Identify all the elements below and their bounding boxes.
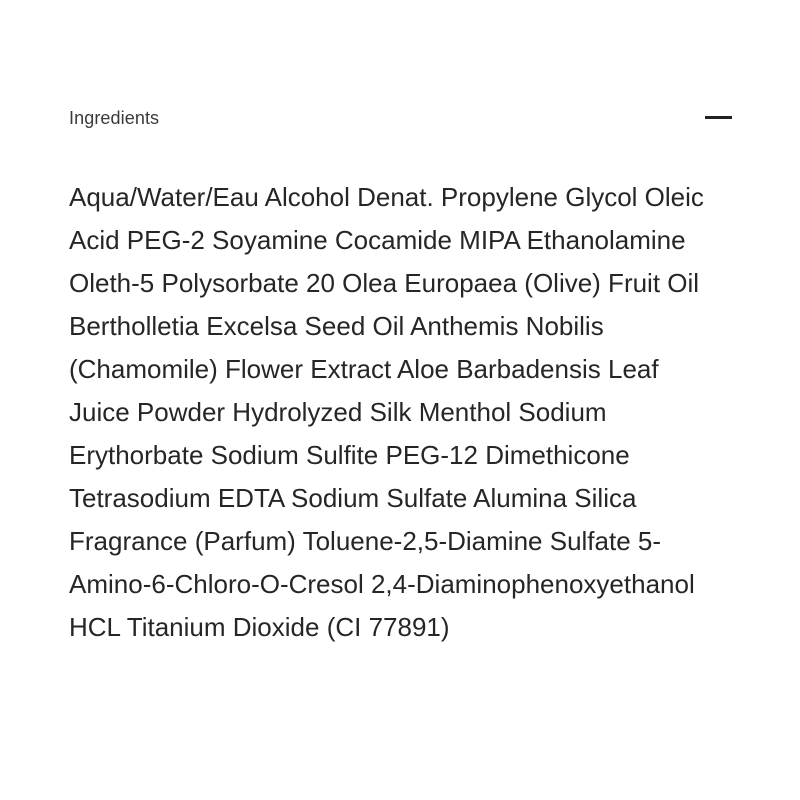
minus-icon[interactable] <box>705 108 732 128</box>
ingredients-list-text: Aqua/Water/Eau Alcohol Denat. Propylene Glycol Oleic Acid PEG-2 Soyamine Cocamide MIPA Ethanolamine Oleth-5 Polysorbate 20 Olea Europaea (Olive) Fruit Oil Bertholletia Excelsa Seed Oil Anthemis Nobilis (Chamomile) Flower Extract Aloe Barbadensis Leaf Juice Powder Hydrolyzed Silk Menthol Sodium Erythorbate Sodium Sulfite PEG-12 Dimethicone Tetrasodium EDTA Sodium Sulfate Alumina Silica Fragrance (Parfum) Toluene-2,5-Diamine Sulfate 5-Amino-6-Chloro-O-Cresol 2,4-Diaminophenoxyethanol HCL Titanium Dioxide (CI 77891) <box>69 182 704 642</box>
ingredients-title: Ingredients <box>69 107 160 128</box>
ingredients-accordion <box>69 100 732 649</box>
ingredients-accordion-header[interactable] <box>69 100 732 136</box>
